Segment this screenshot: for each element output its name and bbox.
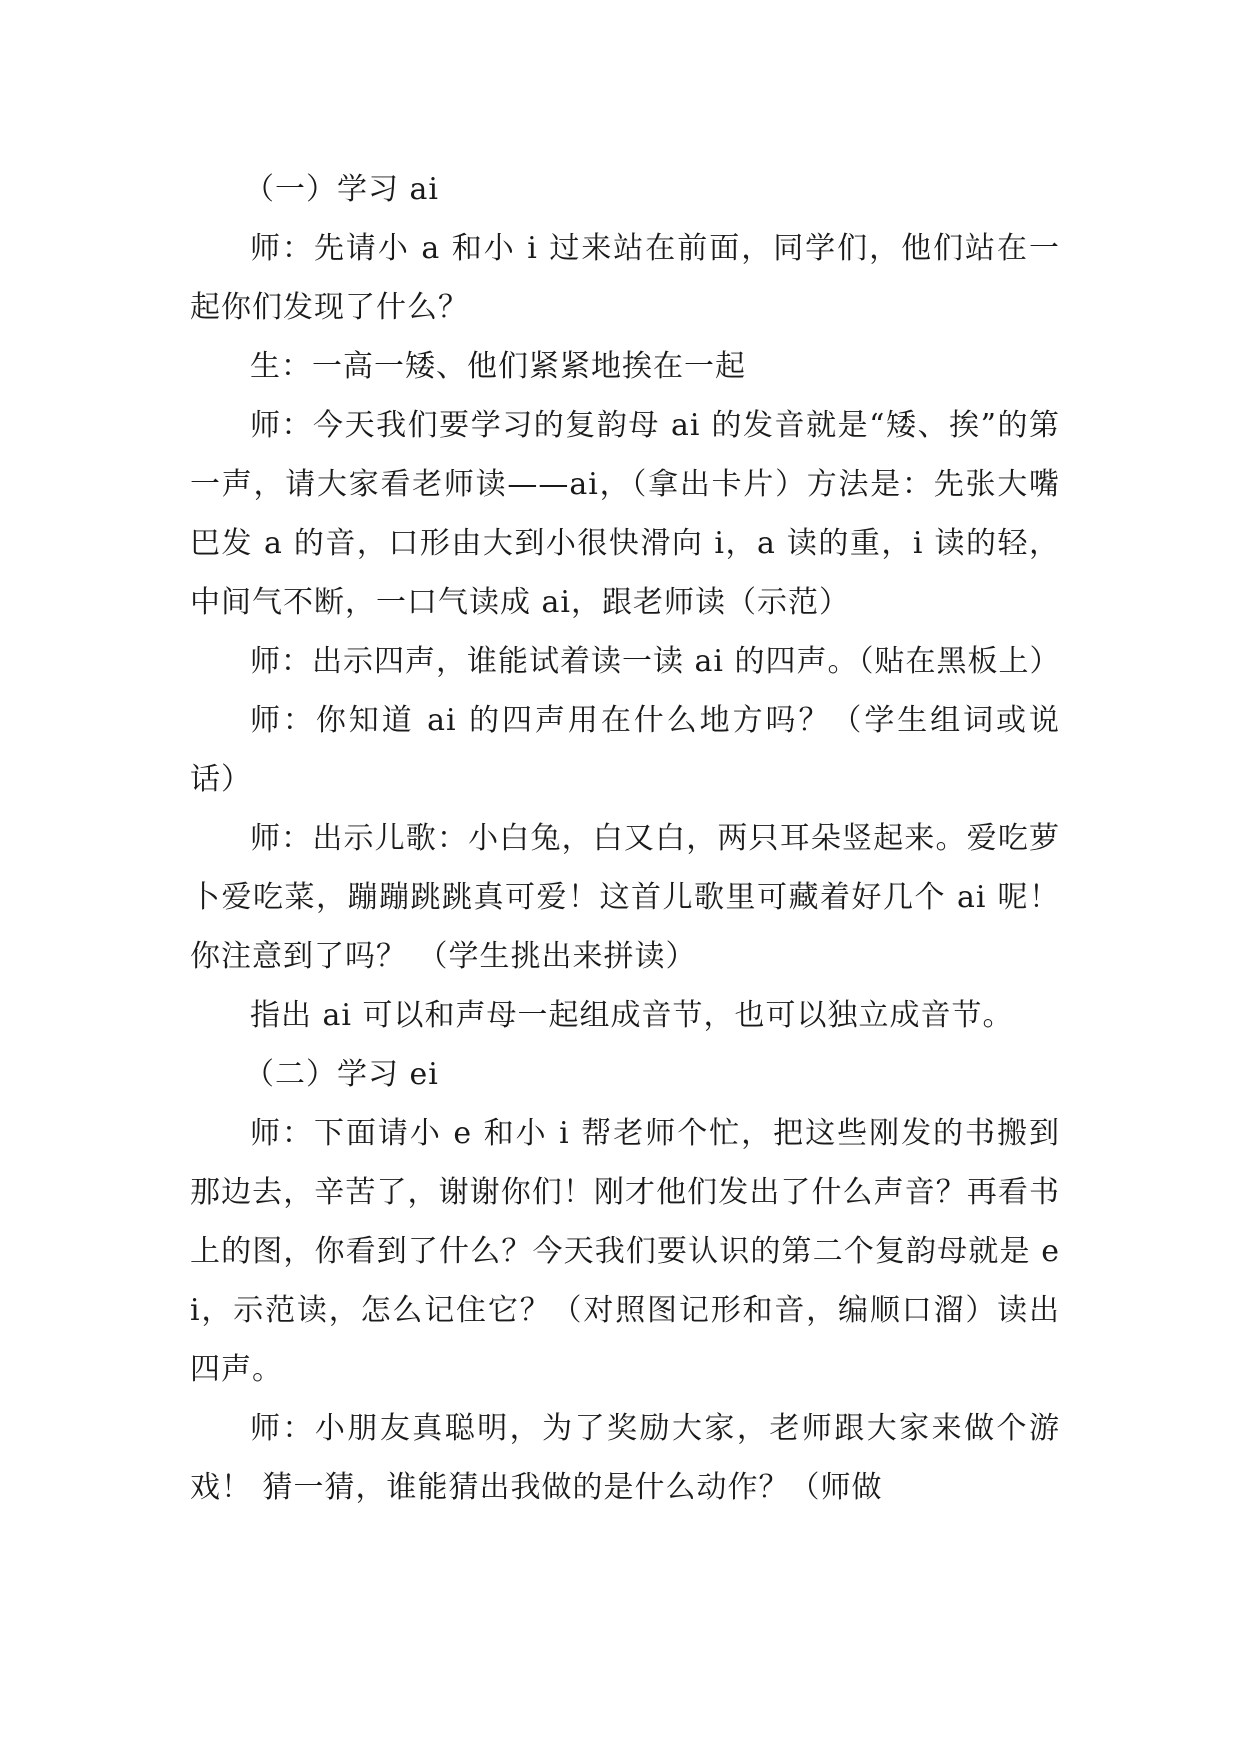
paragraph: 生：一高一矮、他们紧紧地挨在一起 [250, 349, 746, 384]
paragraph: 指出 ai 可以和声母一起组成音节，也可以独立成音节。 [250, 998, 1014, 1033]
section-heading-ei: （二）学习 ei [244, 1057, 439, 1092]
document-body [190, 160, 1060, 1517]
paragraph: 师：先请小 a 和小 i 过来站在前面，同学们，他们站在一起你们发现了什么？ [190, 231, 1060, 325]
paragraph: 师：你知道 ai 的四声用在什么地方吗？（学生组词或说话） [190, 703, 1060, 797]
paragraph: 师：今天我们要学习的复韵母 ai 的发音就是“矮、挨”的第一声，请大家看老师读——ai，（拿出卡片）方法是：先张大嘴巴发 a 的音，口形由大到小很快滑向 i，a 读的重，i 读的轻，中间气不断，一口气读成 ai，跟老师读（示范） [190, 408, 1060, 620]
paragraph: 师：出示儿歌：小白兔，白又白，两只耳朵竖起来。爱吃萝卜爱吃菜，蹦蹦跳跳真可爱！这首儿歌里可藏着好几个 ai 呢！你注意到了吗？ （学生挑出来拼读） [190, 821, 1060, 974]
paragraph: 师：下面请小 e 和小 i 帮老师个忙，把这些刚发的书搬到那边去，辛苦了，谢谢你们！刚才他们发出了什么声音？再看书上的图，你看到了什么？今天我们要认识的第二个复韵母就是 ei，示范读，怎么记住它？（对照图记形和音，编顺口溜）读出四声。 [190, 1116, 1060, 1387]
section-heading-ai: （一）学习 ai [244, 172, 440, 207]
paragraph: 师：出示四声，谁能试着读一读 ai 的四声。（贴在黑板上） [250, 644, 1061, 679]
paragraph: 师：小朋友真聪明，为了奖励大家，老师跟大家来做个游戏！ 猜一猜，谁能猜出我做的是什么动作？（师做 [190, 1411, 1060, 1505]
